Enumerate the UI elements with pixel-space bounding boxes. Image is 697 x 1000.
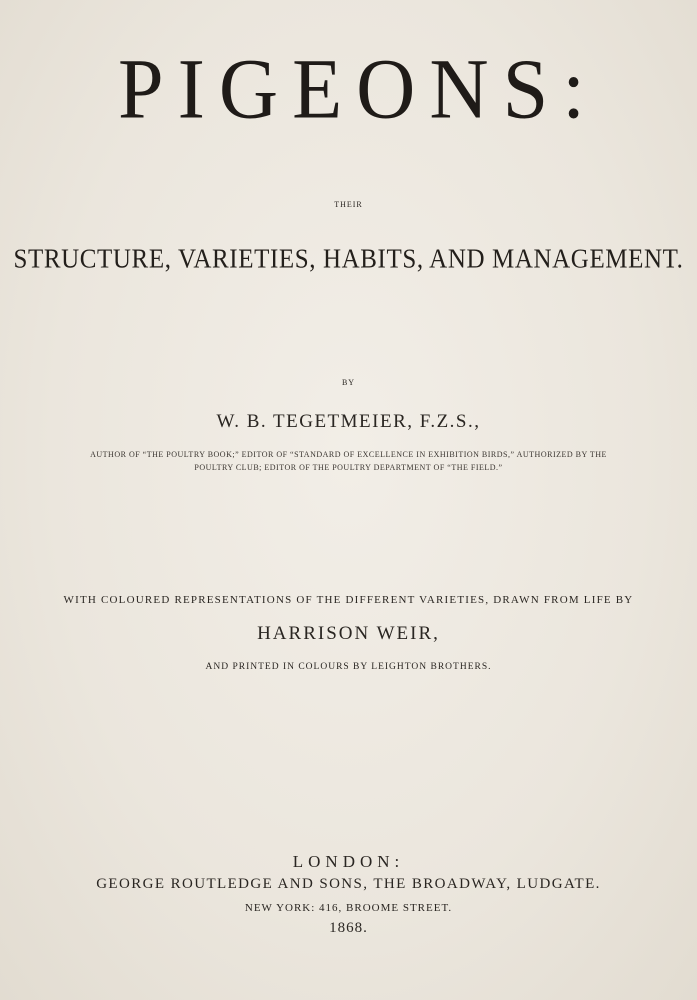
author-name: W. B. TEGETMEIER, F.Z.S.,	[216, 411, 481, 432]
author-credits-line-2: POULTRY CLUB; EDITOR OF THE POULTRY DEPARTMENT OF “THE FIELD.”	[194, 463, 503, 472]
illustrator-name: HARRISON WEIR,	[257, 623, 440, 644]
author-credits	[0, 448, 697, 474]
imprint-publisher: GEORGE ROUTLEDGE AND SONS, THE BROADWAY, LUDGATE.	[96, 876, 601, 892]
printer-note: AND PRINTED IN COLOURS BY LEIGHTON BROTHERS.	[205, 662, 492, 672]
book-subtitle: STRUCTURE, VARIETIES, HABITS, AND MANAGEMENT.	[13, 244, 684, 275]
author-credits-line-1: AUTHOR OF “THE POULTRY BOOK;” EDITOR OF “STANDARD OF EXCELLENCE IN EXHIBITION BIRDS,” AUTHORIZED BY THE	[90, 450, 607, 459]
imprint-city: LONDON:	[292, 852, 405, 871]
by-label: BY	[341, 378, 356, 387]
book-title: PIGEONS:	[117, 40, 600, 137]
illustrations-note: WITH COLOURED REPRESENTATIONS OF THE DIFFERENT VARIETIES, DRAWN FROM LIFE BY	[63, 594, 634, 606]
their-label: THEIR	[334, 200, 363, 209]
imprint-year: 1868.	[329, 920, 368, 936]
imprint-new-york: NEW YORK: 416, BROOME STREET.	[244, 902, 453, 914]
